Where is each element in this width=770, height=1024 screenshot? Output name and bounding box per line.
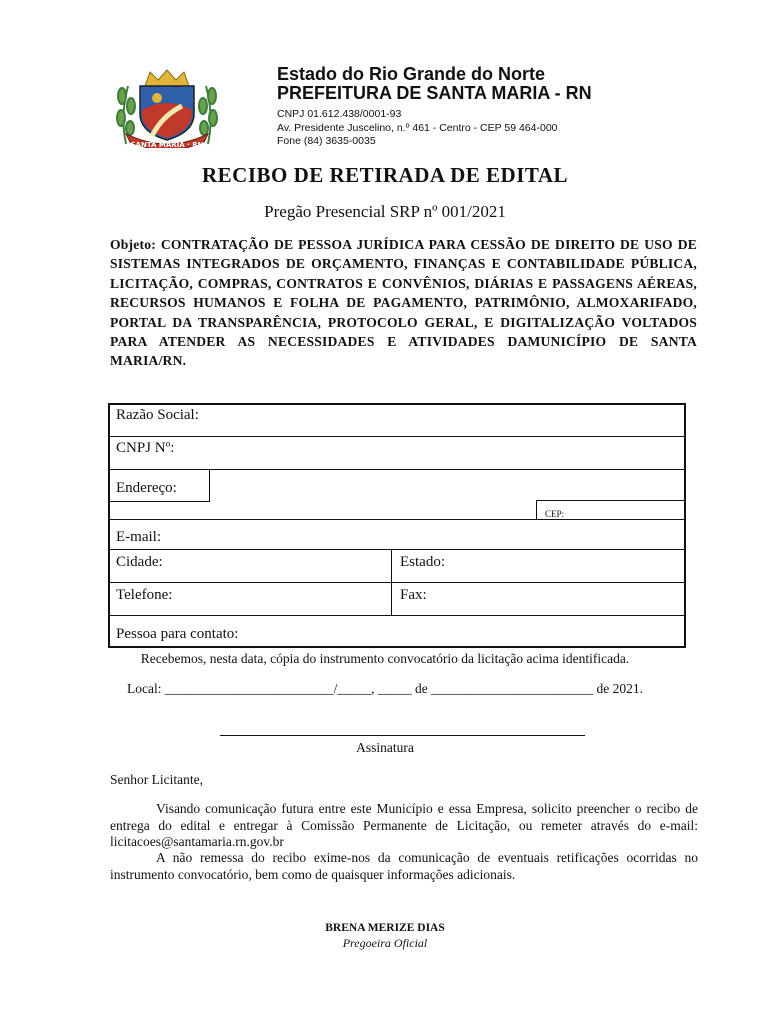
objeto-paragraph: Objeto: CONTRATAÇÃO DE PESSOA JURÍDICA PARA CESSÃO DE DIREITO DE USO DE SISTEMAS INTEGRADOS DE ORÇAMENTO, FINANÇAS E CONTABILIDADE PÚBLICA, LICITAÇÃO, COMPRAS, CONTRATOS E CONVÊNIOS, DIÁRIAS E PASSAGENS AÉREAS, RECURSOS HUMANOS E FOLHA DE PAGAMENTO, PATRIMÔNIO, ALMOXARIFADO, PORTAL DA TRANSPARÊNCIA, PROTOCOLO GERAL, E DIGITALIZAÇÃO VOLTADOS PARA ATENDER AS NECESSIDADES E ATIVIDADES DAMUNICÍPIO DE SANTA MARIA/RN. [110, 237, 697, 369]
prefeitura-name: PREFEITURA DE SANTA MARIA - RN [277, 83, 592, 103]
signature-label: Assinatura [356, 740, 414, 755]
document-title: RECIBO DE RETIRADA DE EDITAL [201, 163, 569, 187]
contato-label: Pessoa para contato: [116, 626, 239, 642]
paragraph-2: A não remessa do recibo exime-nos da comunicação de eventuais retificações ocorridas no instrumento convocatório, bem como de quaisquer informações adicionais. [110, 850, 698, 882]
estado-label: Estado: [400, 554, 445, 570]
plant-left-icon [117, 86, 135, 144]
municipal-seal-logo [112, 66, 222, 148]
cnpj-line: CNPJ 01.612.438/0001-93 [277, 108, 402, 120]
signer-role: Pregoeira Oficial [342, 936, 428, 950]
endereco-label: Endereço: [116, 480, 177, 496]
cep-label: CEP: [545, 509, 565, 519]
telefone-label: Telefone: [116, 587, 173, 603]
razao-social-label: Razão Social: [116, 407, 199, 423]
cidade-label: Cidade: [116, 554, 163, 570]
receipt-text: Recebemos, nesta data, cópia do instrumento convocatório da licitação acima identificada. [140, 651, 630, 666]
state-name: Estado do Rio Grande do Norte [277, 64, 546, 84]
cnpj-label: CNPJ Nº: [116, 440, 175, 456]
address-line: Av. Presidente Juscelino, n.º 461 - Centro - CEP 59 464-000 [277, 122, 558, 134]
local-date-line: Local: _________________________/_____, _____ de ________________________ de 2021. [127, 681, 643, 696]
svg-text:SANTA MARIA · RN: SANTA MARIA · RN [130, 141, 204, 148]
signature-line [220, 735, 585, 736]
form-box [108, 403, 686, 648]
fax-label: Fax: [400, 587, 427, 603]
cep-box [536, 500, 686, 520]
signer-name: BRENA MERIZE DIAS [325, 922, 445, 934]
email-label: E-mail: [116, 529, 161, 545]
paragraph-1: Visando comunicação futura entre este Município e essa Empresa, solicito preencher o recibo de entrega do edital e entregar à Comissão Permanente de Licitação, ou remeter através do e-mail: licitacoes@santamaria.rn.gov.br [110, 801, 698, 849]
plant-right-icon [199, 86, 217, 144]
greeting: Senhor Licitante, [110, 772, 203, 787]
crown-icon [145, 70, 189, 86]
document-subtitle: Pregão Presencial SRP nº 001/2021 [264, 202, 506, 221]
phone-line: Fone (84) 3635-0035 [277, 135, 376, 147]
